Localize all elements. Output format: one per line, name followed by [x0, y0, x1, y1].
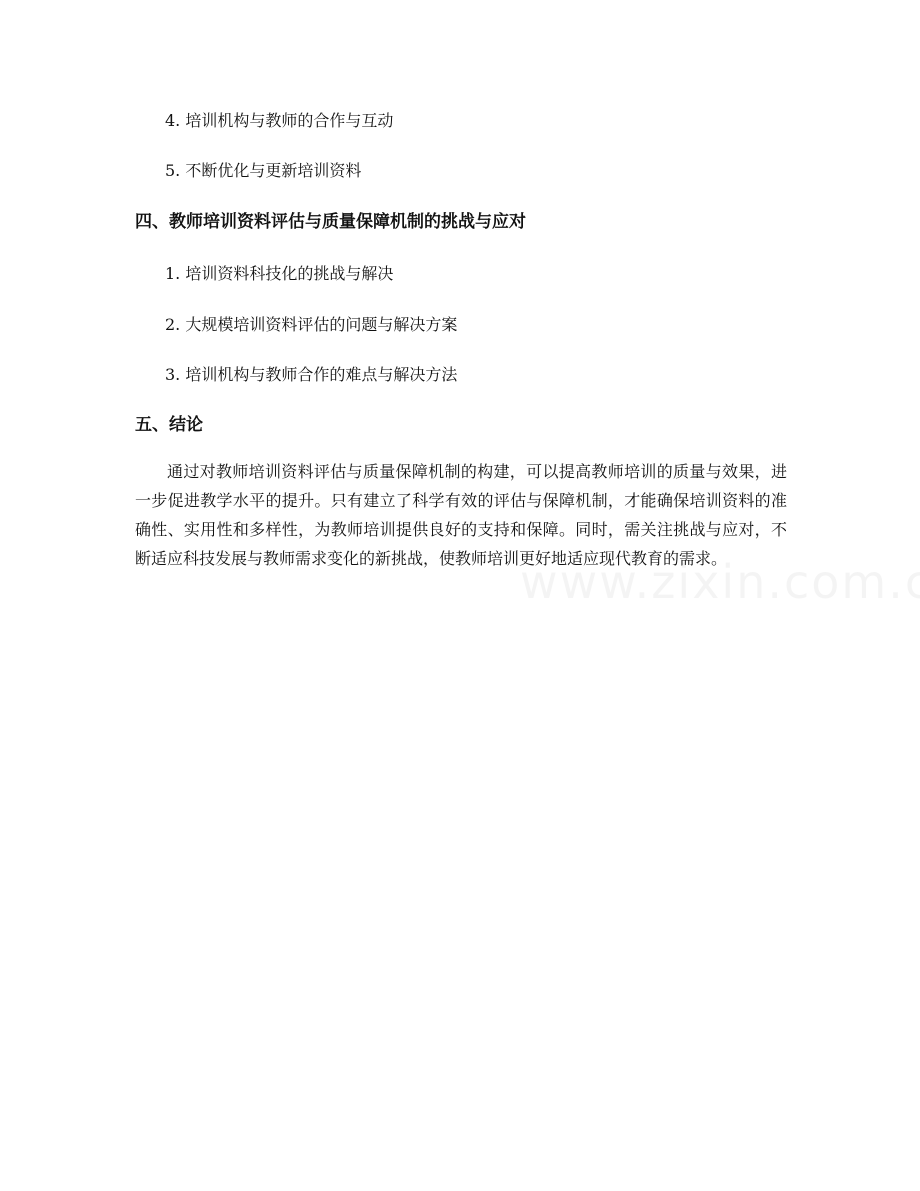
list-item: 1. 培训资料科技化的挑战与解决 — [165, 264, 394, 283]
list-item: 5. 不断优化与更新培训资料 — [165, 161, 362, 180]
list-item: 4. 培训机构与教师的合作与互动 — [165, 111, 394, 130]
list-item: 2. 大规模培训资料评估的问题与解决方案 — [165, 315, 458, 334]
list-item: 3. 培训机构与教师合作的难点与解决方法 — [165, 365, 458, 384]
conclusion-paragraph: 通过对教师培训资料评估与质量保障机制的构建，可以提高教师培训的质量与效果，进一步促进教学水平的提升。只有建立了科学有效的评估与保障机制，才能确保培训资料的准确性、实用性和多样性，为教师培训提供良好的支持和保障。同时，需关注挑战与应对，不断适应科技发展与教师需求变化的新挑战，使教师培训更好地适应现代教育的需求。 — [135, 462, 787, 568]
section-heading: 四、教师培训资料评估与质量保障机制的挑战与应对 — [135, 212, 526, 232]
watermark — [520, 555, 920, 609]
section-heading: 五、结论 — [135, 415, 203, 435]
